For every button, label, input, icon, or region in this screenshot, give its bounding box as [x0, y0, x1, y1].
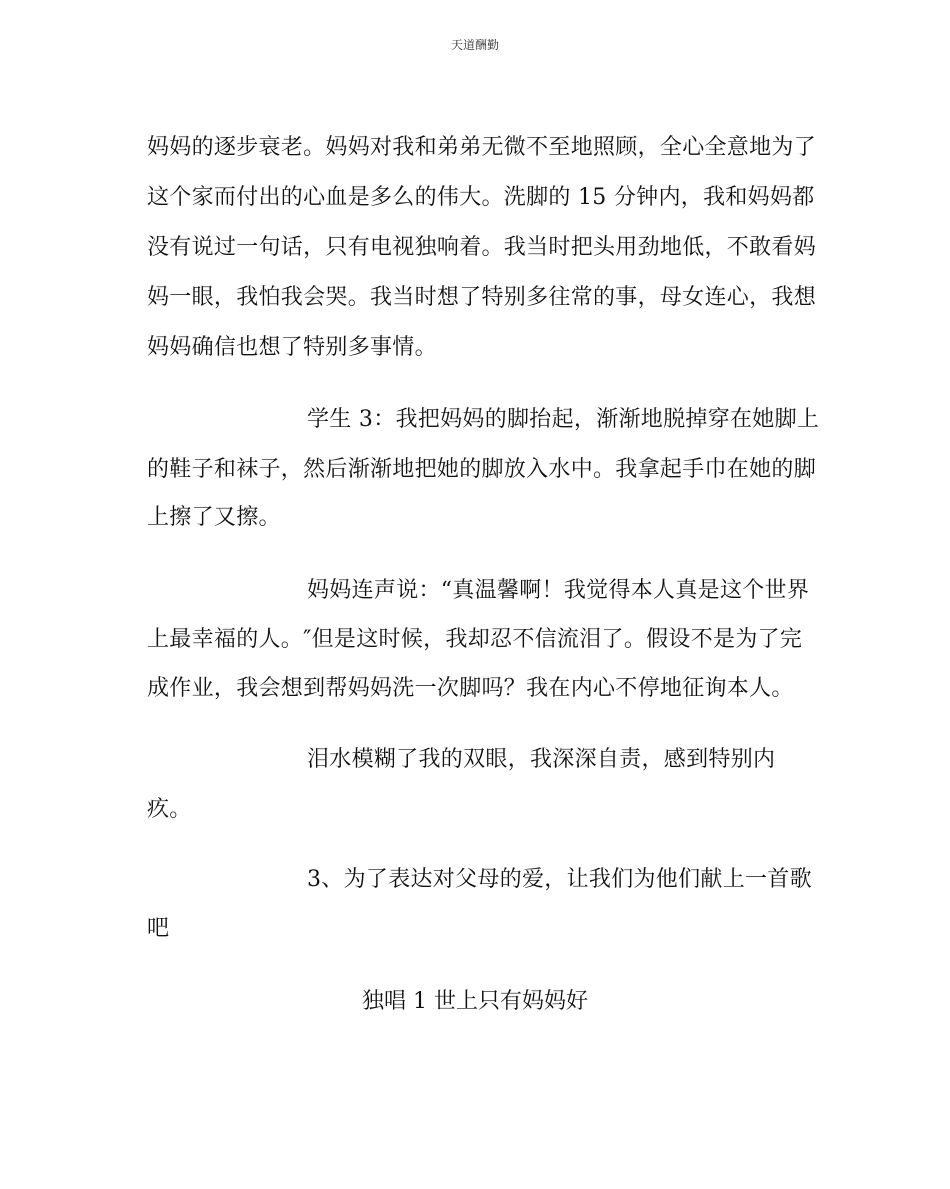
song-title: 独唱 1 世上只有妈妈好: [362, 989, 588, 1014]
paragraph-2-line-1: 学生 3：我把妈妈的脚抬起，渐渐地脱掉穿在她脚上: [307, 407, 820, 432]
paragraph-5-line-1: 3、为了表达对父母的爱，让我们为他们献上一首歌: [307, 867, 812, 892]
paragraph-3-line-3: 成作业，我会想到帮妈妈洗一次脚吗？我在内心不停地征询本人。: [147, 676, 794, 701]
paragraph-3-line-1: 妈妈连声说：“真温馨啊！我觉得本人真是这个世界: [307, 578, 810, 603]
paragraph-1-line-4: 妈一眼，我怕我会哭。我当时想了特别多往常的事，母女连心，我想: [147, 285, 817, 310]
paragraph-3-line-2: 上最幸福的人。″但是这时候，我却忍不信流泪了。假设不是为了完: [147, 627, 803, 652]
paragraph-2-line-3: 上擦了又擦。: [147, 505, 281, 530]
paragraph-1-line-3: 没有说过一句话，只有电视独响着。我当时把头用劲地低，不敢看妈: [147, 235, 817, 260]
paragraph-4-line-1: 泪水模糊了我的双眼，我深深自责，感到特别内: [307, 747, 776, 772]
paragraph-4-line-2: 疚。: [147, 797, 192, 822]
paragraph-5-line-2: 吧: [147, 916, 170, 941]
page-header: 天道酬勤: [450, 38, 499, 52]
paragraph-2-line-2: 的鞋子和袜子，然后渐渐地把她的脚放入水中。我拿起手巾在她的脚: [147, 457, 817, 482]
paragraph-1-line-2: 这个家而付出的心血是多么的伟大。洗脚的 15 分钟内，我和妈妈都: [147, 185, 815, 210]
paragraph-1-line-5: 妈妈确信也想了特别多事情。: [147, 335, 437, 360]
paragraph-1-line-1: 妈妈的逐步衰老。妈妈对我和弟弟无微不至地照顾，全心全意地为了: [147, 135, 817, 160]
